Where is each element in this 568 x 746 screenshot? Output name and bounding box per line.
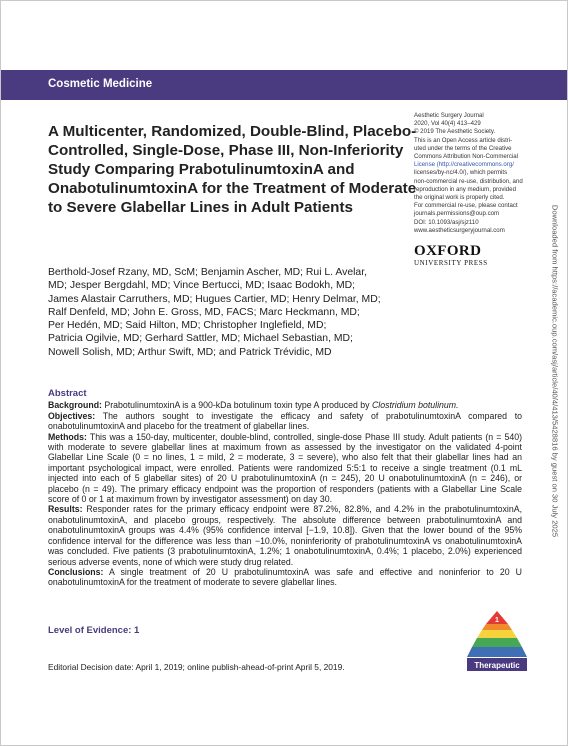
abstract — [48, 389, 522, 588]
author-line: Patricia Ogilvie, MD; Gerhard Sattler, MD; Michael Sebastian, MD; — [48, 333, 353, 345]
journal-info-line: uted under the terms of the Creative — [414, 144, 512, 152]
objectives-label: Objectives: — [48, 410, 96, 421]
author-line: MD; Jesper Bergdahl, MD; Vince Bertucci, MD; Isaac Bodokh, MD; — [48, 280, 356, 292]
background-label: Background: — [48, 400, 102, 411]
conclusions-text: A single treatment of 20 U prabotulinumtoxinA was safe and effective and noninferior to 20 U onabotulinumtoxinA for the treatment of moderate to severe glabellar lines. — [48, 566, 522, 588]
journal-info-line: © 2019 The Aesthetic Society. — [414, 128, 496, 136]
background-text: PrabotulinumtoxinA is a 900-kDa botulinum toxin type A produced by — [104, 400, 370, 411]
level-of-evidence: Level of Evidence: 1 — [48, 625, 140, 636]
abstract-methods — [48, 432, 522, 505]
editorial-decision: Editorial Decision date: April 1, 2019; online publish-ahead-of-print April 5, 2019. — [48, 662, 345, 672]
conclusions-label: Conclusions: — [48, 566, 104, 577]
pyramid-tier-4 — [472, 638, 522, 647]
methods-text: This was a 150-day, multicenter, double-blind, controlled, single-dose Phase III study. Adult patients (n = 540) with moderate to severe glabellar lines at maximum frown as assessed by the investigator on the validated 4-point Glabellar Line Scale (0 = no lines, 1 = mild, 2 = moderate, 3 = severe), who also felt that their glabellar lines had an important psychological impact, were enrolled. Patients were randomized 5:5:1 to receive a single treatment (0.1 mL injected into each of 5 glabellar sites) of 20 U prabotulinumtoxinA (n = 245), 20 U onabotulinumtoxinA (n = 246), or placebo (n = 49). The primary efficacy endpoint was the proportion of responders (patients with a Glabellar Line Scale score of 0 or 1 at maximum frown by investigator assessment) on day 30. — [48, 431, 522, 505]
journal-website-link[interactable]: www.aestheticsurgeryjournal.com — [414, 226, 505, 234]
evidence-pyramid-icon — [467, 611, 527, 673]
abstract-heading: Abstract — [48, 388, 87, 399]
download-notice — [550, 201, 560, 541]
journal-info-line: For commercial re-use, please contact — [414, 202, 518, 210]
journal-info-line: reproduction in any medium, provided — [414, 185, 516, 193]
pyramid-tier-3 — [477, 630, 517, 638]
author-line: Ralf Denfeld, MD; John E. Gross, MD, FACS; Marc Heckmann, MD; — [48, 306, 360, 318]
article-title: A Multicenter, Randomized, Double-Blind, Placebo-Controlled, Single-Dose, Phase III, Non-Inferiority Study Comparing PrabotulinumtoxinA and OnabotulinumtoxinA for the Treatment of Moderate to Severe Glabellar Lines in Adult Patients — [48, 123, 417, 216]
journal-info-line: Commons Attribution Non-Commercial — [414, 153, 518, 161]
publisher-subtitle: UNIVERSITY PRESS — [414, 259, 488, 267]
evidence-level-number: 1 — [495, 617, 499, 624]
permissions-email[interactable]: journals.permissions@oup.com — [414, 210, 500, 218]
license-link[interactable]: licenses/by-nc/4.0/), which permits — [414, 169, 508, 177]
results-label: Results: — [48, 504, 83, 515]
author-line: Per Hedén, MD; Said Hilton, MD; Christopher Inglefield, MD; — [48, 320, 327, 331]
publisher-name: OXFORD — [414, 243, 482, 259]
abstract-conclusions — [48, 567, 522, 588]
journal-info-line: Aesthetic Surgery Journal — [414, 112, 484, 119]
background-organism: Clostridium botulinum. — [371, 400, 459, 411]
download-notice-text: Downloaded from https://academic.oup.com/asj/article/40/4/413/5428816 by guest on 30 July 2025 — [550, 204, 560, 538]
results-text: Responder rates for the primary efficacy endpoint were 87.2%, 82.8%, and 4.2% in the prabotulinumtoxinA, onabotulinumtoxinA, and placebo groups, respectively. The absolute difference between prabotulinumtoxinA and onabotulinumtoxinA groups was 4.4% (95% confidence interval [−1.9, 10.8]). Given that the lower bound of the 95% confidence interval for the difference was less than −10.0%, noninferiority of prabotulinumtoxinA vs onabotulinumtoxinA was concluded. Five patients (3 prabotulinumtoxinA, 1.2%; 1 onabotulinumtoxinA, 0.4%; 1 placebo, 2.0%) experienced serious adverse events, none of which were study drug related. — [48, 504, 522, 567]
abstract-results — [48, 504, 522, 566]
pyramid-tier-5 — [467, 647, 527, 657]
pyramid-tier-2 — [482, 624, 512, 630]
journal-info-line: This is an Open Access article distri- — [414, 136, 513, 144]
abstract-background — [48, 400, 522, 410]
objectives-text: The authors sought to investigate the efficacy and safety of prabotulinumtoxinA compared to onabotulinumtoxinA and placebo for the treatment of glabellar lines. — [48, 410, 523, 432]
abstract-objectives — [48, 411, 522, 432]
license-link[interactable]: License (http://creativecommons.org/ — [414, 161, 514, 169]
methods-label: Methods: — [48, 431, 87, 442]
journal-info-line: 2020, Vol 40(4) 413–429 — [414, 120, 481, 128]
evidence-badge-label: Therapeutic — [474, 661, 520, 670]
publisher-logo — [414, 243, 524, 268]
author-line: Berthold-Josef Rzany, MD, ScM; Benjamin Ascher, MD; Rui L. Avelar, — [48, 267, 367, 278]
author-list — [48, 266, 408, 359]
journal-info-line: the original work is properly cited. — [414, 194, 505, 202]
doi-link[interactable]: DOI: 10.1093/asj/sjz110 — [414, 218, 479, 226]
journal-info-line: non-commercial re-use, distribution, and — [414, 177, 523, 185]
journal-info — [414, 112, 532, 235]
author-line: James Alastair Carruthers, MD; Hugues Cartier, MD; Henry Delmar, MD; — [48, 293, 381, 305]
author-line: Nowell Solish, MD; Arthur Swift, MD; and Patrick Trévidic, MD — [48, 346, 332, 358]
section-label: Cosmetic Medicine — [48, 78, 153, 90]
